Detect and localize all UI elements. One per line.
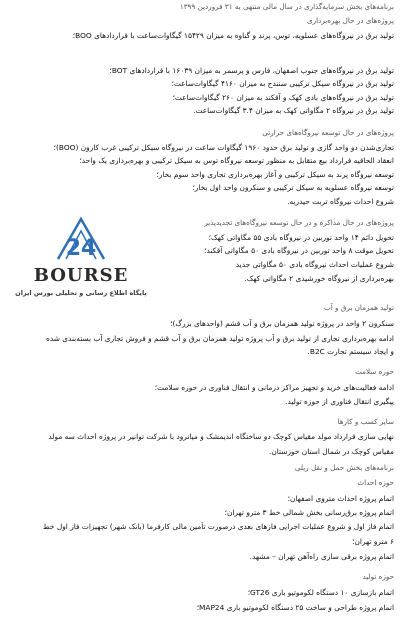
section-heading: برنامه‌های بخش حمل و نقل ریلی (294, 463, 394, 472)
svg-text:24: 24 (65, 236, 97, 261)
text-line: تولید برق در نیروگاه‌های بادی کهک و آقکند به میزان ۲۶۰ گیگاوات‌ساعت؛ (172, 93, 394, 102)
text-line: نهایی سازی قرارداد مولد مقیاس کوچک دو ساختگاه اندیمشک و میانرود با شرکت توانیر در پروژه احداث سه مولد (48, 432, 394, 441)
text-line: تولید برق در نیروگاه ۲ مگاواتی کهک به میزان ۳.۴ گیگاوات‌ساعت. (193, 106, 394, 115)
logo-subtitle: پایگاه اطلاع رسانی و تحلیلی بورس ایران (15, 289, 147, 297)
text-line: توسعه نیروگاه پرند به سیکل ترکیبی و آغاز بهره‌برداری تجاری واحد سوم بخار؛ (156, 170, 394, 179)
text-line: انعقاد الحاقیه قرارداد بیع متقابل به منظور توسعه نیروگاه توس به سیکل ترکیبی و بهره‌برداری یک واحد؛ (79, 156, 394, 165)
text-line: مقیاس کوچک در شمال استان خوزستان. (269, 447, 394, 456)
text-line: تجاری‌شدن دو واحد گازی و تولید برق حدود ۱۹۶۰ گیگاوات ساعت در نیروگاه سیکل ترکیبی غرب کارون (BOO)؛ (53, 143, 394, 152)
section-heading: سایر کسب و کارها (337, 417, 394, 426)
text-line: تولید برق در نیروگاه سیکل ترکیبی سنندج به میزان ۴۱۶۰ گیگاوات‌ساعت؛ (171, 79, 394, 88)
text-line: بهره‌برداری از نیروگاه خورشیدی ۲ مگاواتی کهک. (244, 274, 394, 283)
section-heading: تولید همزمان برق و آب (324, 303, 394, 312)
section-heading: پروژه‌های در حال بهره‌برداری (307, 16, 394, 25)
text-line: اتمام پروژه برق‌رسانی بخش شمالی خط ۳ مترو تهران؛ (224, 508, 394, 517)
text-line: اتمام پروژه برقی سازی راه‌آهن تهران – مشهد. (249, 552, 394, 561)
section-heading: حوزه تولید (362, 572, 394, 581)
text-line: ۶ مترو تهران؛ (352, 537, 394, 546)
text-line: اتمام فاز اول و شروع عملیات اجرایی فازهای بعدی درصورت تأمین مالی کارفرما (بانک شهر) تجهیزات فاز اول خط (42, 522, 394, 531)
page-title: برنامه‌های بخش سرمایه‌گذاری در سال مالی منتهی به ۳۱ فروردین ۱۳۹۹ (179, 2, 394, 11)
text-line: ادامه بهره‌برداری تجاری از تولید برق و آب پروژه تولید همزمان برق و آب قشم و فروش تجاری آب بسته‌بندی شده (45, 334, 394, 343)
logo-name: BOURSE (33, 265, 129, 286)
text-line: تحویل دائم ۱۴ واحد توربین در نیروگاه بادی ۵۵ مگاواتی کهک؛ (208, 233, 394, 242)
text-line: ادامه فعالیت‌های خرید و تجهیز مراکز درمانی و انتقال فناوری در حوزه سلامت؛ (154, 383, 394, 392)
text-line: شروع عملیات احداث نیروگاه بادی ۵۰ مگاواتی جدید (235, 260, 394, 269)
section-heading: پروژه‌های در حال توسعه نیروگاه‌های حرارتی (262, 128, 394, 137)
section-heading: پروژه‌های در حال مذاکره و در حال توسعه نیروگاه‌های تجدیدپذیر (204, 218, 394, 227)
text-line: سنکرون ۲ واحد در پروژه تولید همزمان برق و آب قشم (واحدهای بزرگ)؛ (170, 319, 394, 328)
section-heading: حوزه سلامت (355, 367, 394, 376)
text-line: اتمام پروژه طراحی و ساخت ۲۵ دستگاه لکوموتیو باری MAP24؛ (196, 603, 394, 612)
text-line: تولید برق در نیروگاه‌های عسلویه، توس، پرند و گناوه به میزان ۱۵۴۲۹ گیگاوات‌ساعت با قراردادهای BOO؛ (72, 31, 394, 40)
bourse-logo (6, 213, 156, 303)
text-line: توسعه نیروگاه عسلویه به سیکل ترکیبی و سنکرون واحد اول بخار؛ (192, 183, 394, 192)
text-line: تحویل موقت ۸ واحد توربین در نیروگاه بادی ۵۰ مگاواتی آقکند؛ (204, 246, 394, 255)
text-line: شروع احداث نیروگاه تربت حیدریه. (287, 197, 394, 206)
text-line: پیگیری انتقال فناوری از حوزه تولید. (285, 397, 394, 406)
text-line: تولید برق در نیروگاه‌های جنوب اصفهان، فارس و پرسمر به میزان ۱۶۰۳۹ با قراردادهای BOT؛ (109, 66, 394, 75)
logo-mark-icon (6, 213, 156, 269)
text-line: اتمام بازسازی ۱۰ دستگاه لکوموتیو باری GT26؛ (247, 588, 394, 597)
text-line: اتمام پروژه احداث متروی اصفهان؛ (287, 494, 394, 503)
text-line: و ایجاد سیستم تجارت B2C. (307, 347, 394, 356)
section-heading: حوزه احداث (357, 478, 394, 487)
